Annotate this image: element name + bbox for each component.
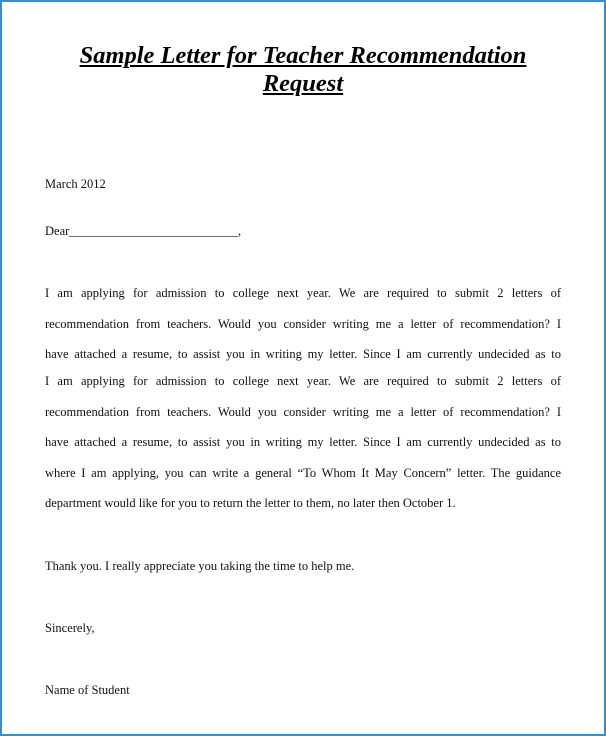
body-line: I am applying for admission to college next year. We are required to submit 2 letters of — [45, 374, 561, 388]
letter-title — [42, 42, 564, 98]
body-line: where I am applying, you can write a general “To Whom It May Concern” letter. The guidance — [45, 466, 561, 480]
letter-title-line-2: Request — [262, 70, 344, 97]
letter-title-line-1: Sample Letter for Teacher Recommendation — [79, 42, 527, 69]
body-line: have attached a resume, to assist you in writing my letter. Since I am currently undecided as to — [45, 435, 561, 449]
letter-salutation: Dear___________________________, — [45, 224, 242, 238]
letter-thanks: Thank you. I really appreciate you taking the time to help me. — [45, 559, 355, 573]
body-line: have attached a resume, to assist you in writing my letter. Since I am currently undecided as to — [45, 347, 561, 361]
body-line: I am applying for admission to college next year. We are required to submit 2 letters of — [45, 286, 561, 300]
body-line: recommendation from teachers. Would you consider writing me a letter of recommendation? I — [45, 317, 561, 331]
letter-date: March 2012 — [45, 177, 106, 191]
body-line: department would like for you to return the letter to them, no later then October 1. — [45, 496, 456, 510]
letter-signature: Name of Student — [45, 683, 130, 697]
letter-closing: Sincerely, — [45, 621, 95, 635]
body-line: recommendation from teachers. Would you consider writing me a letter of recommendation? I — [45, 405, 561, 419]
